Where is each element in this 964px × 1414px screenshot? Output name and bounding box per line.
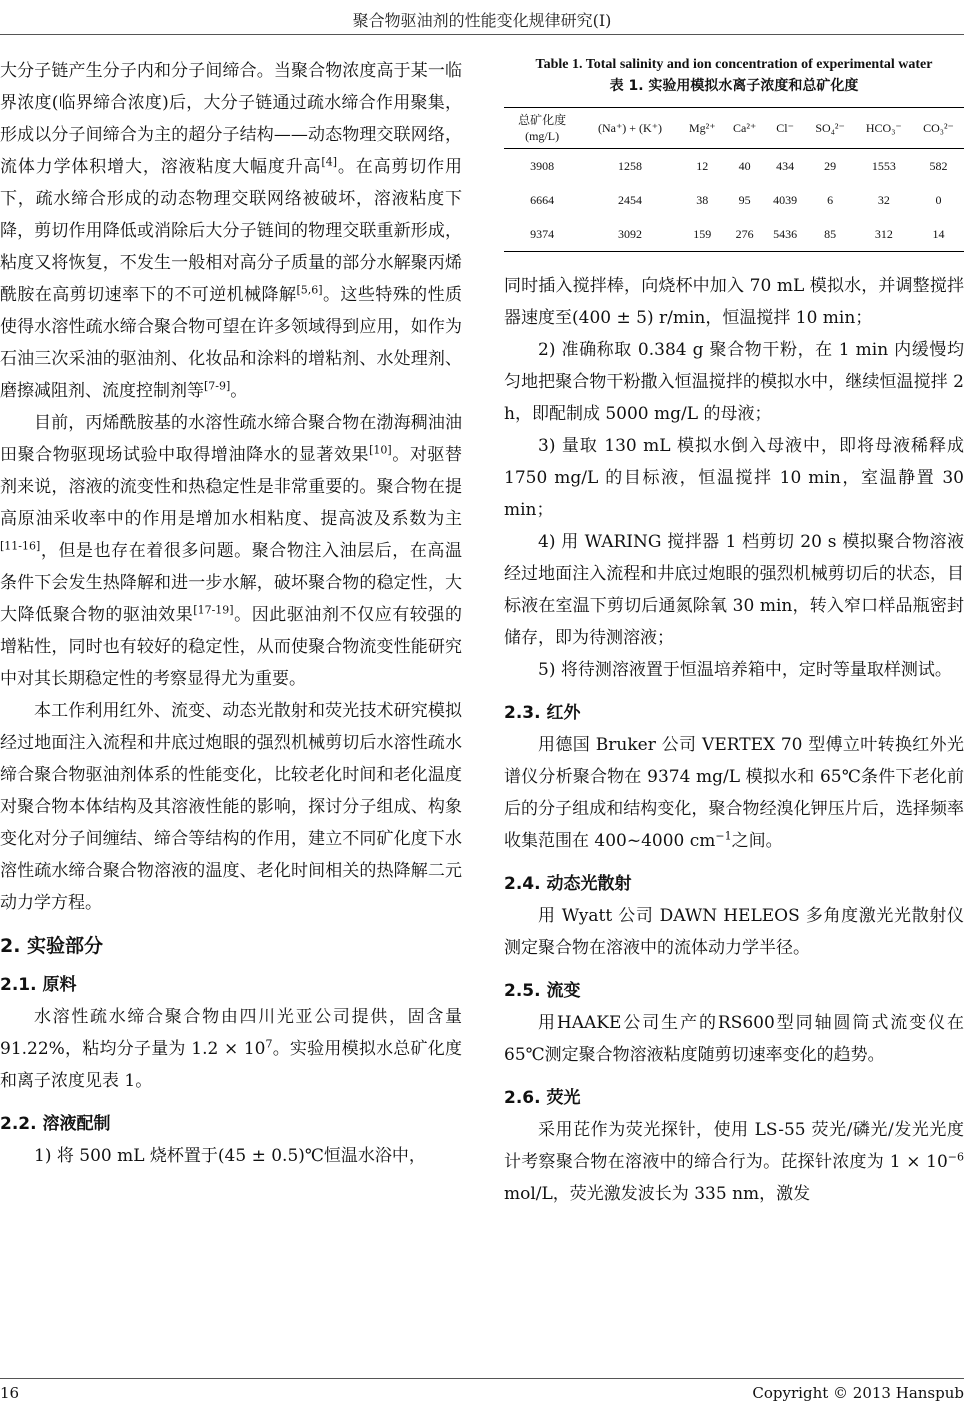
table-cell: 582 xyxy=(929,158,948,173)
table-cell: 29 xyxy=(824,158,837,173)
col-header-salinity xyxy=(504,108,580,149)
page-number: 16 xyxy=(0,1384,20,1402)
table-cell: 6664 xyxy=(530,192,555,207)
subsection-heading-2-4: 2.4. 动态光散射 xyxy=(504,874,632,894)
col-header-ca: Ca²⁺ xyxy=(725,108,765,149)
table-cell: 276 xyxy=(725,217,765,252)
paragraph-step-1: 1) 将 500 mL 烧杯置于(45 ± 0.5)℃恒温水浴中， xyxy=(34,1146,426,1166)
section-heading-2: 2. 实验部分 xyxy=(0,935,104,957)
subsection-heading-2-1: 2.1. 原料 xyxy=(0,975,77,995)
paragraph-step-1-cont: 同时插入搅拌棒，向烧杯中加入 70 mL 模拟水，并调整搅拌器速度至(400 ± 5) r/min，恒温搅拌 10 min； xyxy=(504,276,964,328)
paragraph-1 xyxy=(0,55,462,407)
subsection-heading-2-6: 2.6. 荧光 xyxy=(504,1088,581,1108)
table-cell: 40 xyxy=(738,158,751,173)
citation[interactable]: [17-19] xyxy=(193,603,234,617)
table-cell: 1553 xyxy=(871,158,896,173)
right-column xyxy=(504,55,964,1210)
paragraph-materials xyxy=(0,1001,462,1097)
table-cell: 38 xyxy=(696,192,709,207)
citation[interactable]: [5,6] xyxy=(296,283,323,297)
col-header-co3: CO₃²⁻ xyxy=(913,108,964,149)
table-cell: 9374 xyxy=(504,217,580,252)
text: ，但是也存在着很多问题。聚合物注入油层后，在高温条件下会发生热降解和进一步水解，破坏聚合物的稳定性，大大降低聚合物的驱油效果 xyxy=(0,541,462,625)
text: 用德国 Bruker 公司 VERTEX 70 型傅立叶转换红外光谱仪分析聚合物在 9374 mg/L 模拟水和 65℃条件下老化前后的分子组成和结构变化，聚合物经溴化钾压片后，选择频率收集范围在 400~4000 cm xyxy=(504,735,964,851)
text: 水溶性疏水缔合聚合物由四川光亚公司提供，固含量 91.22%，粘均分子量为 1.2 × 10 xyxy=(0,1007,462,1059)
table-cell: 5436 xyxy=(765,217,806,252)
col-header-mg: Mg²⁺ xyxy=(680,108,725,149)
left-column xyxy=(0,55,462,1172)
subsection-heading-2-3: 2.3. 红外 xyxy=(504,703,581,723)
subsection-heading-2-5: 2.5. 流变 xyxy=(504,981,581,1001)
citation[interactable]: [10] xyxy=(369,443,392,457)
table-cell: 32 xyxy=(877,192,890,207)
table-row xyxy=(504,217,964,252)
salinity-table xyxy=(504,107,964,252)
table-caption-en: Table 1. Total salinity and ion concentration of experimental water xyxy=(535,57,933,72)
text: 总矿化度 xyxy=(518,113,567,127)
table-cell: 2454 xyxy=(618,192,643,207)
table-row xyxy=(504,183,964,217)
paragraph-ir xyxy=(504,729,964,857)
paragraph-rheology: 用HAAKE公司生产的RS600型同轴圆筒式流变仪在 65℃测定聚合物溶液粘度随剪切速率变化的趋势。 xyxy=(504,1013,964,1065)
table-row xyxy=(504,149,964,184)
text: 。在高剪切作用下，疏水缔合形成的动态物理交联网络被破坏，溶液粘度下降，剪切作用降低或消除后大分子链间的物理交联重新形成，粘度又将恢复，不发生一般相对高分子质量的部分水解聚丙烯酰胺在高剪切速率下的不可逆机械降解 xyxy=(0,157,463,305)
paragraph-fluorescence xyxy=(504,1114,964,1210)
paragraph-2 xyxy=(0,407,462,695)
table-cell: 12 xyxy=(696,158,709,173)
table-cell: 4039 xyxy=(773,192,798,207)
table-cell: 159 xyxy=(680,217,725,252)
text: 大分子链产生分子内和分子间缔合。当聚合物浓度高于某一临界浓度(临界缔合浓度)后，大分子链通过疏水缔合作用聚集，形成以分子间缔合为主的超分子结构——动态物理交联网络，流体力学体积增大，溶液粘度大幅度升高 xyxy=(0,61,462,177)
table-cell: 3908 xyxy=(530,158,555,173)
footer-rule xyxy=(0,1378,964,1379)
paragraph-step-2: 2) 准确称取 0.384 g 聚合物干粉，在 1 min 内缓慢均匀地把聚合物干粉撒入恒温搅拌的模拟水中，继续恒温搅拌 2 h，即配制成 5000 mg/L 的母液； xyxy=(504,340,964,424)
exponent: 7 xyxy=(265,1037,273,1051)
citation[interactable]: [11-16] xyxy=(0,539,41,553)
col-header-so4: SO₄²⁻ xyxy=(806,108,855,149)
text: 。 xyxy=(230,381,248,401)
text: 。因此驱油剂不仅应有较强的增粘性，同时也有较好的稳定性，从而使聚合物流变性能研究中对其长期稳定性的考察显得尤为重要。 xyxy=(0,605,463,689)
text: mol/L，荧光激发波长为 335 nm，激发 xyxy=(504,1184,811,1204)
text: 。对驱替剂来说，溶液的流变性和热稳定性是非常重要的。聚合物在提高原油采收率中的作用是增加水相粘度、提高波及系数为主 xyxy=(0,445,463,529)
table-cell: 312 xyxy=(855,217,913,252)
subsection-heading-2-2: 2.2. 溶液配制 xyxy=(0,1114,111,1134)
col-header-na-k: (Na⁺) + (K⁺) xyxy=(580,108,680,149)
paragraph-step-5: 5) 将待测溶液置于恒温培养箱中，定时等量取样测试。 xyxy=(538,660,952,680)
table-cell: 0 xyxy=(935,192,942,207)
text: 目前，丙烯酰胺基的水溶性疏水缔合聚合物在渤海稠油油田聚合物驱现场试验中取得增油降水的显著效果 xyxy=(0,413,462,465)
text: (mg/L) xyxy=(525,129,560,143)
col-header-cl: Cl⁻ xyxy=(765,108,806,149)
text: 。这些特殊的性质使得水溶性疏水缔合聚合物可望在许多领域得到应用，如作为石油三次采油的驱油剂、化妆品和涂料的增粘剂、水处理剂、磨擦减阻剂、流度控制剂等 xyxy=(0,285,463,401)
citation[interactable]: [7-9] xyxy=(204,379,231,393)
text: 采用芘作为荧光探针，使用 LS-55 荧光/磷光/发光光度计考察聚合物在溶液中的缔合行为。芘探针浓度为 1 × 10 xyxy=(504,1120,964,1172)
table-cell: 434 xyxy=(776,158,795,173)
text: 。实验用模拟水总矿化度和离子浓度见表 1。 xyxy=(0,1039,462,1091)
paragraph-step-4: 4) 用 WARING 搅拌器 1 档剪切 20 s 模拟聚合物溶液经过地面注入流程和井底过炮眼的强烈机械剪切后的状态，目标液在室温下剪切后通氮除氧 30 min，转入窄口样品瓶密封储存，即为待测溶液； xyxy=(504,532,964,648)
table-cell: 6 xyxy=(827,192,834,207)
spacer xyxy=(504,252,964,270)
table-header-row xyxy=(504,108,964,149)
citation[interactable]: [4] xyxy=(321,155,338,169)
paragraph-dls: 用 Wyatt 公司 DAWN HELEOS 多角度激光光散射仪测定聚合物在溶液中的流体动力学半径。 xyxy=(504,906,964,958)
copyright-notice: Copyright © 2013 Hanspub xyxy=(752,1384,964,1402)
table-cell: 1258 xyxy=(618,158,643,173)
paragraph-3: 本工作利用红外、流变、动态光散射和荧光技术研究模拟经过地面注入流程和井底过炮眼的强烈机械剪切后水溶性疏水缔合聚合物驱油剂体系的性能变化，比较老化时间和老化温度对聚合物本体结构及其溶液性能的影响，探讨分子组成、构象变化对分子间缠结、缔合等结构的作用，建立不同矿化度下水溶性疏水缔合聚合物溶液的温度、老化时间相关的热降解二元动力学方程。 xyxy=(0,701,462,913)
col-header-hco3: HCO₃⁻ xyxy=(855,108,913,149)
running-title: 聚合物驱油剂的性能变化规律研究(I) xyxy=(352,11,612,30)
table-caption-cn: 表 1. 实验用模拟水离子浓度和总矿化度 xyxy=(609,78,859,94)
table-cell: 85 xyxy=(806,217,855,252)
table-cell: 3092 xyxy=(580,217,680,252)
paragraph-step-3: 3) 量取 130 mL 模拟水倒入母液中，即将母液稀释成 1750 mg/L 的目标液，恒温搅拌 10 min，室温静置 30 min； xyxy=(504,436,964,520)
header-rule xyxy=(0,34,964,35)
exponent: −1 xyxy=(715,829,732,843)
table-cell: 95 xyxy=(738,192,751,207)
table-cell: 14 xyxy=(913,217,964,252)
text: 之间。 xyxy=(731,831,783,851)
exponent: −6 xyxy=(947,1150,964,1164)
